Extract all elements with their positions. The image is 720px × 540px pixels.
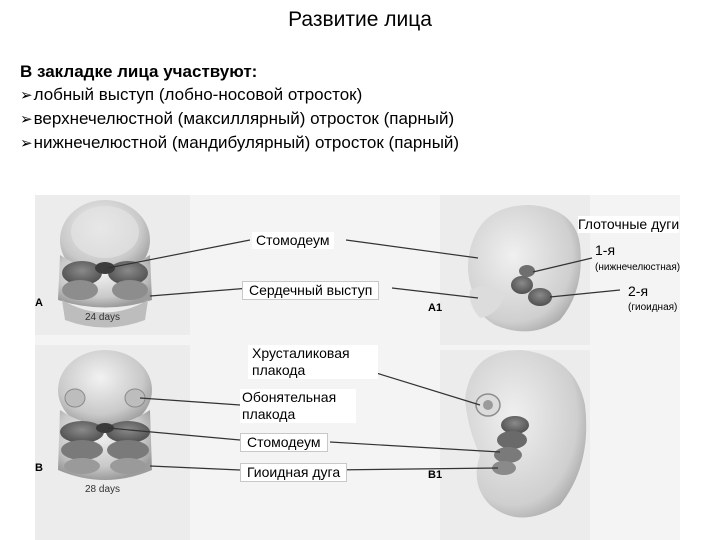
label-olfactory-placode: Обонятельная плакода [240,389,356,423]
age-label-a: 24 days [85,312,121,323]
label-arch-2-note: (гиоидная) [628,302,678,313]
embryo-a1-side [468,205,581,331]
list-item: ➢верхнечелюстной (максиллярный) отросток (парный) [20,109,455,128]
label-arch-2: 2-я [628,283,649,299]
label-cardiac-bulge: Сердечный выступ [242,281,379,300]
label-lens-placode: Хрусталиковая плакода [248,345,378,379]
label-arch-1: 1-я [595,242,616,258]
arrow-bullet-icon: ➢ [20,135,33,152]
panel-label-b1: B1 [428,469,443,481]
label-hyoid-arch: Гиоидная дуга [240,463,347,482]
intro-heading: В закладке лица участвуют: [20,62,258,81]
panel-label-b: B [35,462,43,474]
embryo-b1-side [465,350,586,518]
label-pharyngeal-arches: Глоточные дуги [578,216,680,232]
panel-label-a1: A1 [428,302,443,314]
panel-label-a: A [35,297,43,309]
label-stomodeum-b: Стомодеум [240,433,328,452]
slide-title: Развитие лица [288,8,432,31]
list-item: ➢нижнечелюстной (мандибулярный) отросток (парный) [20,133,460,152]
label-arch-1-note: (нижнечелюстная) [595,262,681,273]
arrow-bullet-icon: ➢ [20,87,33,104]
embryo-b-front [58,350,152,480]
age-label-b: 28 days [85,484,121,495]
list-item: ➢лобный выступ (лобно-носовой отросток) [20,85,363,104]
label-stomodeum-a: Стомодеум [252,232,334,249]
arrow-bullet-icon: ➢ [20,111,33,128]
